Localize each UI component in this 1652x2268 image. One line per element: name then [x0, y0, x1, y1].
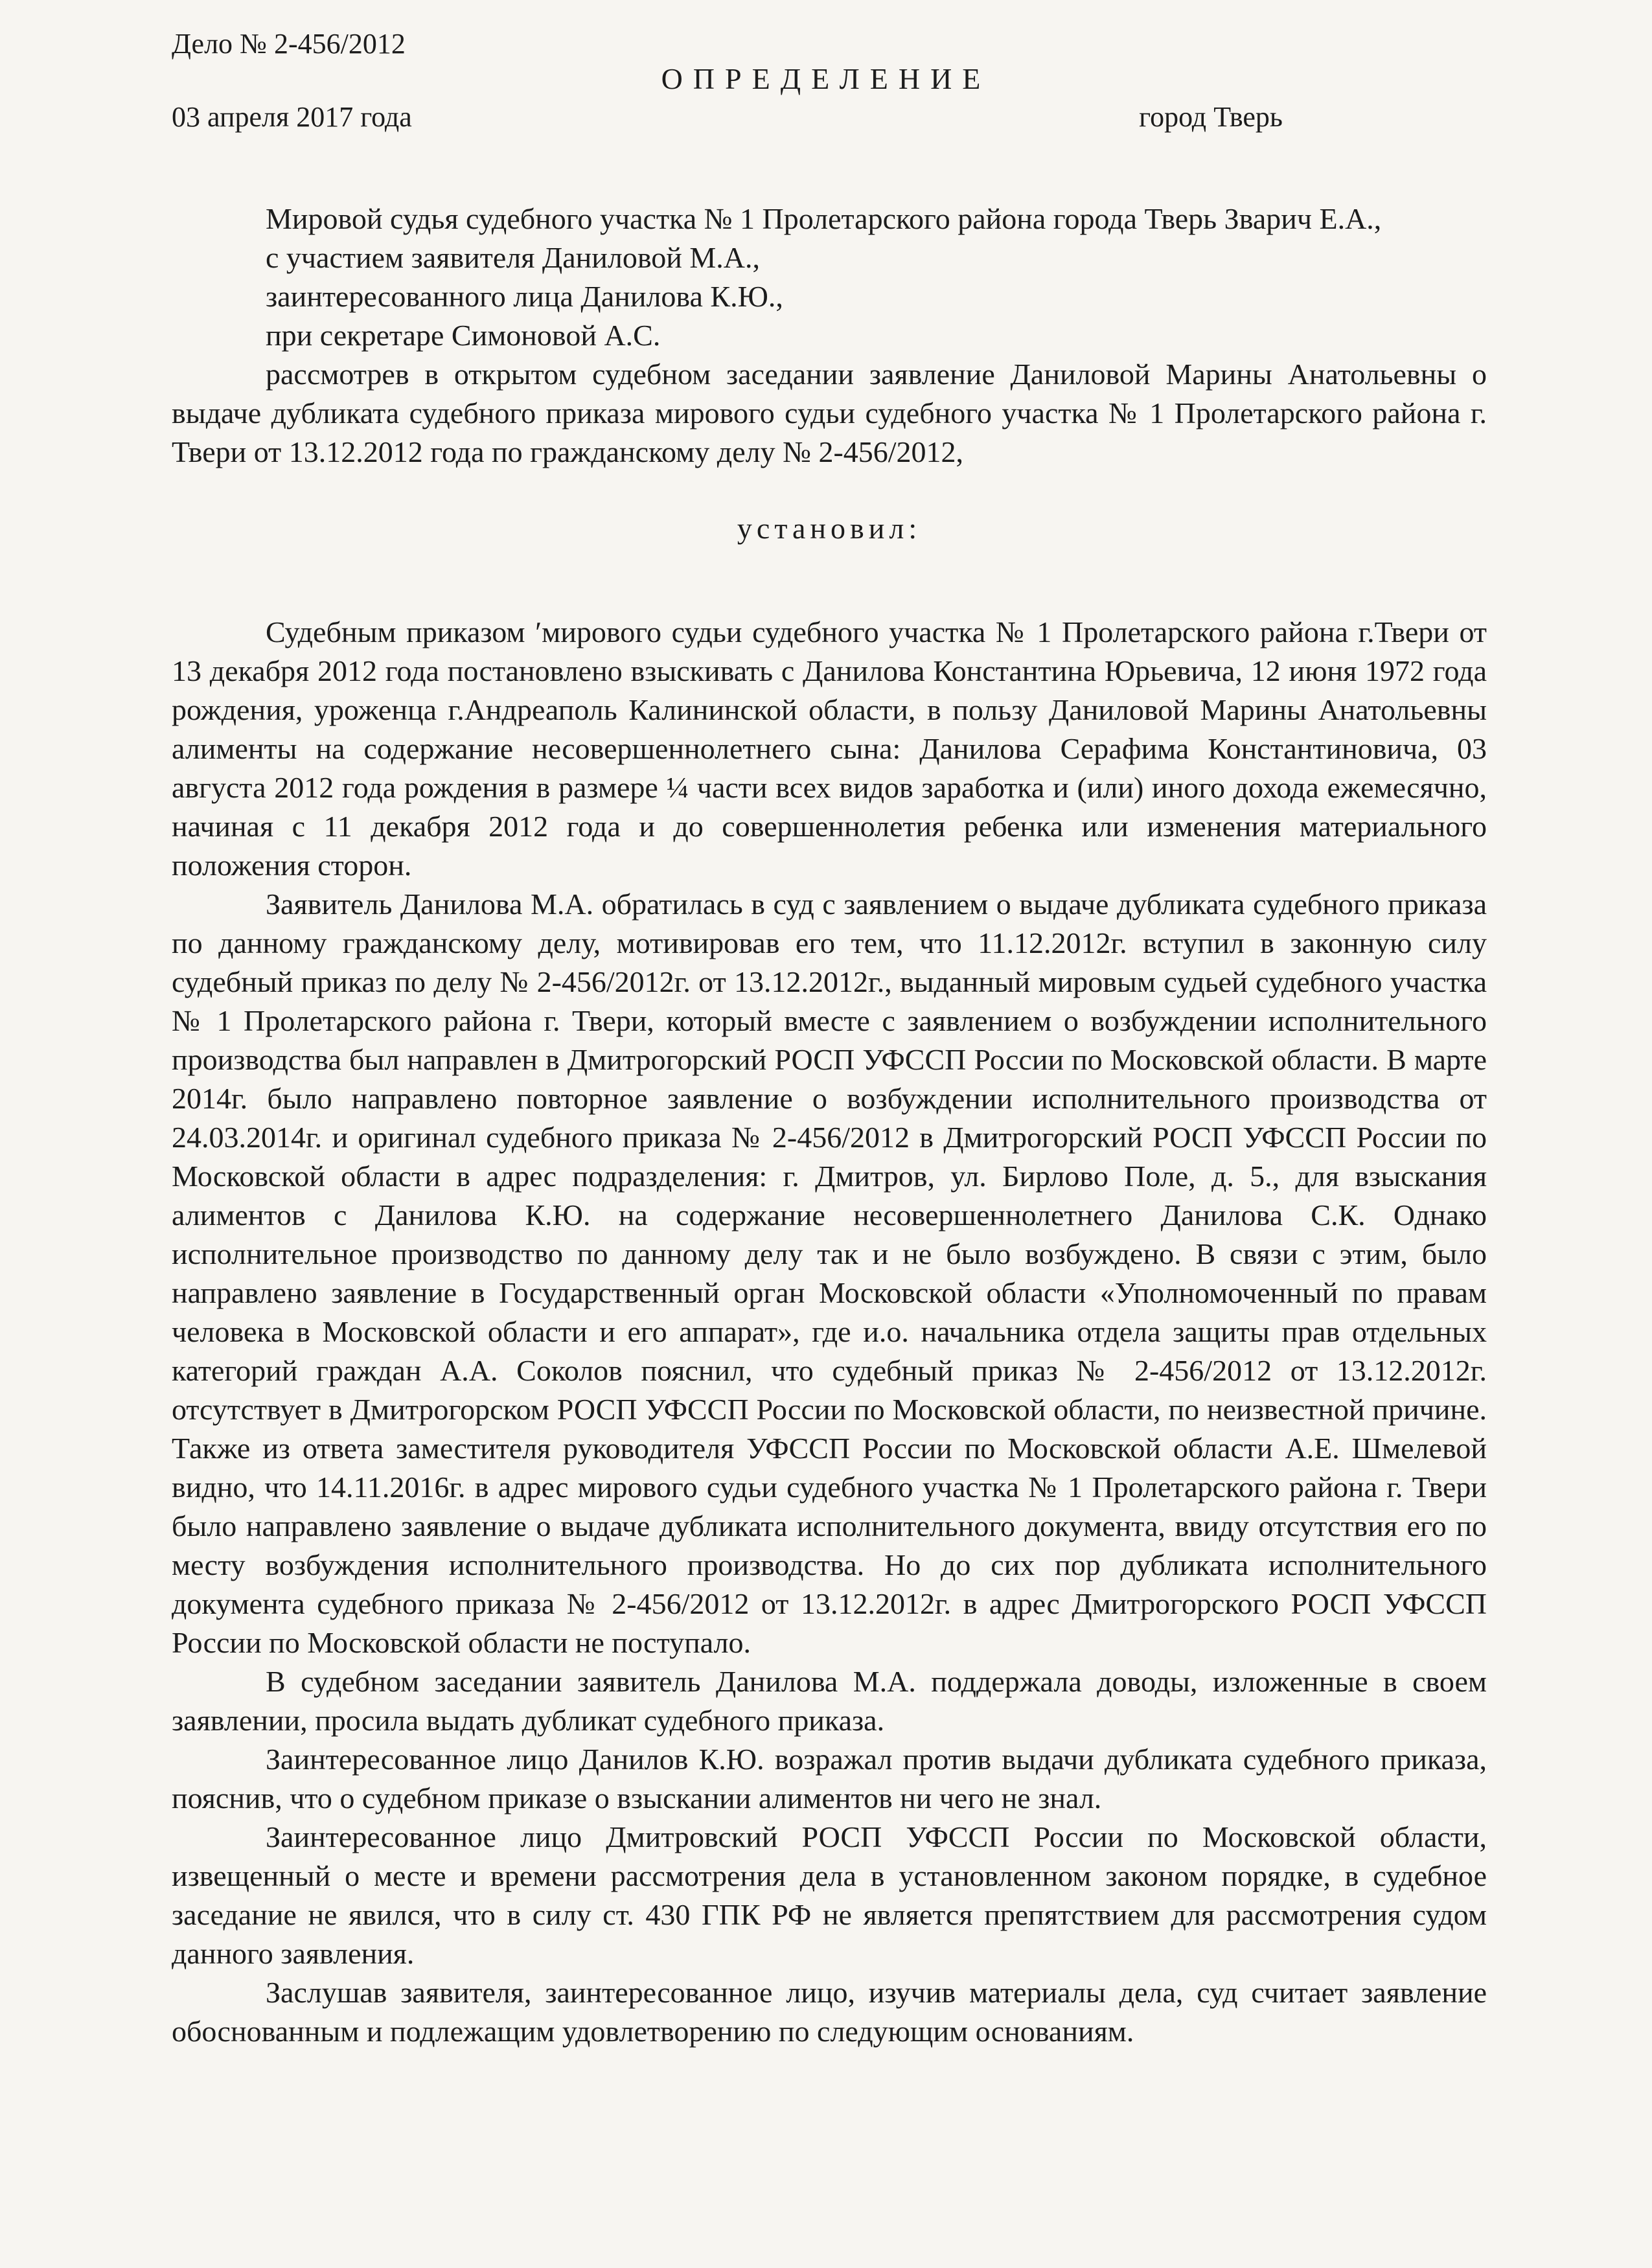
- case-number: Дело № 2-456/2012: [172, 28, 406, 60]
- paragraph-objection: Заинтересованное лицо Данилов К.Ю. возражал против выдачи дубликата судебного приказа, пояснив, что о судебном приказе о взыскании алиментов ни чего не знал.: [172, 1743, 1487, 1815]
- ustanovil-heading: установил:: [737, 512, 922, 545]
- judge-line: Мировой судья судебного участка № 1 Пролетарского района города Тверь Зварич Е.А.,: [266, 202, 1382, 235]
- paragraph-conclusion: Заслушав заявителя, заинтересованное лицо, изучив материалы дела, суд считает заявление обоснованным и подлежащим удовлетворению по следующим основаниям.: [172, 1976, 1487, 2048]
- considering-paragraph: рассмотрев в открытом судебном заседании заявление Даниловой Марины Анатольевны о выдаче дубликата судебного приказа мирового судьи судебного участка № 1 Пролетарского района г. Твери от 13.12.2012 года по гражданскому делу № 2-456/2012,: [172, 358, 1487, 468]
- paragraph-applicant-claim: Заявитель Данилова М.А. обратилась в суд с заявлением о выдаче дубликата судебного приказа по данному гражданскому делу, мотивировав его тем, что 11.12.2012г. вступил в законную силу судебный приказ по делу № 2-456/2012г. от 13.12.2012г., выданный мировым судьей судебного участка № 1 Пролетарского района г. Твери, который вместе с заявлением о возбуждении исполнительного производства был направлен в Дмитрогорский РОСП УФССП России по Московской области. В марте 2014г. было направлено повторное заявление о возбуждении исполнительного производства от 24.03.2014г. и оригинал судебного приказа № 2-456/2012 в Дмитрогорский РОСП УФССП России по Московской области в адрес подразделения: г. Дмитров, ул. Бирлово Поле, д. 5., для взыскания алиментов с Данилова К.Ю. на содержание несовершеннолетнего Данилова С.К. Однако исполнительное производство по данному делу так и не было возбуждено. В связи с этим, было направлено заявление в Государственный орган Московской области «Уполномоченный по правам человека в Московской области и его аппарат», где и.о. начальника отдела защиты прав отдельных категорий граждан А.А. Соколов пояснил, что судебный приказ № 2-456/2012 от 13.12.2012г. отсутствует в Дмитрогорском РОСП УФССП России по Московской области, по неизвестной причине. Также из ответа заместителя руководителя УФССП России по Московской области А.Е. Шмелевой видно, что 14.11.2016г. в адрес мирового судьи судебного участка № 1 Пролетарского района г. Твери было направлено заявление о выдаче дубликата исполнительного документа, ввиду отсутствия его по месту возбуждения исполнительного производства. Но до сих пор дубликата исполнительного документа судебного приказа № 2-456/2012 от 13.12.2012г. в адрес Дмитрогорского РОСП УФССП России по Московской области не поступало.: [172, 888, 1487, 1659]
- document-title: ОПРЕДЕЛЕНИЕ: [661, 62, 991, 95]
- participant-applicant: с участием заявителя Даниловой М.А.,: [266, 241, 760, 274]
- participants-list: [172, 238, 1487, 355]
- paragraph-court-order: Судебным приказом ʹмирового судьи судебного участка № 1 Пролетарского района г.Твери от 13 декабря 2012 года постановлено взыскивать с Данилова Константина Юрьевича, 12 июня 1972 года рождения, уроженца г.Андреаполь Калининской области, в пользу Даниловой Марины Анатольевны алименты на содержание несовершеннолетнего сына: Данилова Серафима Константиновича, 03 августа 2012 года рождения в размере ¼ части всех видов заработка и (или) иного дохода ежемесячно, начиная с 11 декабря 2012 года и до совершеннолетия ребенка или изменения материального положения сторон.: [172, 615, 1487, 882]
- participant-interested: заинтересованного лица Данилова К.Ю.,: [266, 280, 783, 313]
- document-city: город Тверь: [1139, 101, 1283, 133]
- paragraph-bailiff-absent: Заинтересованное лицо Дмитровский РОСП УФССП России по Московской области, извещенный о месте и времени рассмотрения дела в установленном законом порядке, в судебное заседание не явился, что в силу ст. 430 ГПК РФ не является препятствием для рассмотрения судом данного заявления.: [172, 1820, 1487, 1970]
- participant-secretary: при секретаре Симоновой А.С.: [266, 319, 661, 352]
- paragraph-hearing: В судебном заседании заявитель Данилова М.А. поддержала доводы, изложенные в своем заявлении, просила выдать дубликат судебного приказа.: [172, 1665, 1487, 1737]
- document-date: 03 апреля 2017 года: [172, 101, 412, 133]
- document-body: [172, 200, 1487, 2051]
